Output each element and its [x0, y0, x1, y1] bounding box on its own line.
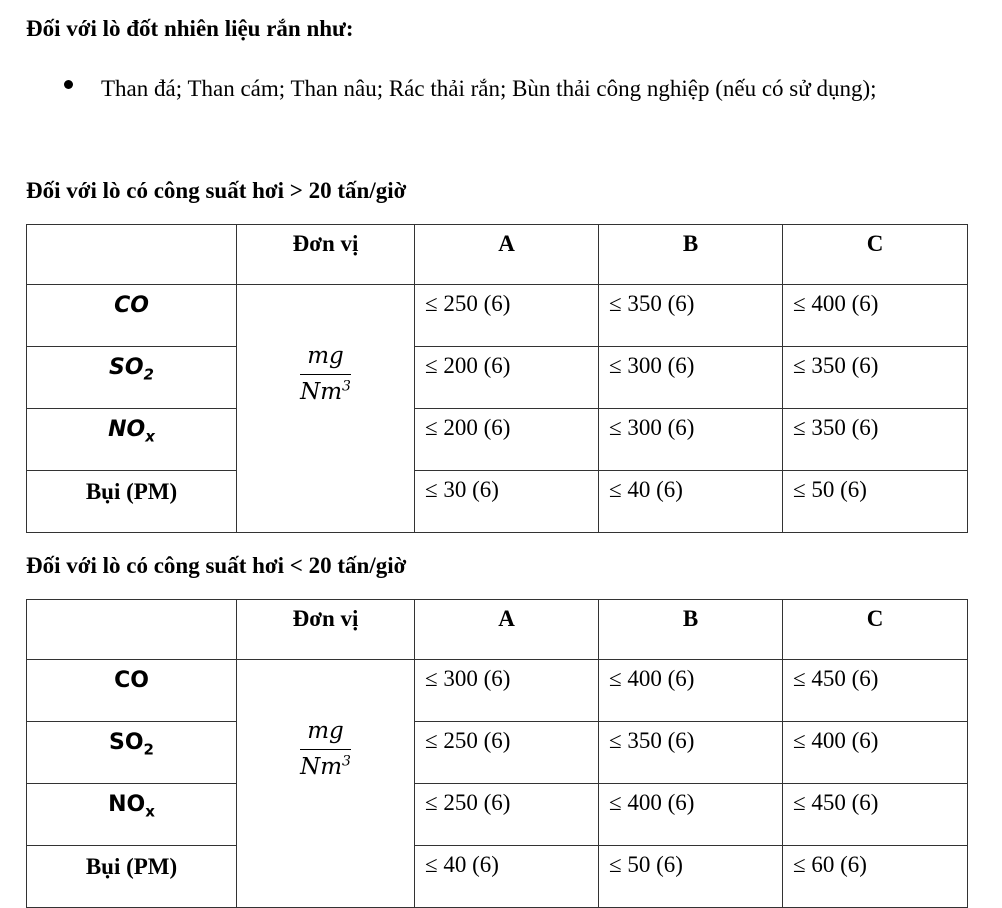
limit-b: ≤ 300 (6) [599, 347, 783, 409]
table-row [27, 285, 968, 347]
limit-a: ≤ 250 (6) [415, 722, 599, 784]
bullet-dot-icon [64, 80, 73, 89]
unit-cell [237, 285, 415, 533]
table-header-row [27, 225, 968, 285]
limit-c: ≤ 350 (6) [783, 347, 968, 409]
limit-c: ≤ 450 (6) [783, 660, 968, 722]
header-cell-a: A [415, 225, 599, 285]
pollutant-label: $NO_x$ [27, 784, 237, 846]
limit-b: ≤ 40 (6) [599, 471, 783, 533]
table-row [27, 347, 968, 409]
pollutant-label: $NO_x$ [27, 409, 237, 471]
table-row [27, 409, 968, 471]
limit-b: ≤ 400 (6) [599, 660, 783, 722]
header-cell-empty [27, 225, 237, 285]
table-row [27, 722, 968, 784]
pollutant-label: $SO_2$ [27, 722, 237, 784]
limit-b: ≤ 300 (6) [599, 409, 783, 471]
limit-c: ≤ 450 (6) [783, 784, 968, 846]
emission-table-over-20 [26, 224, 968, 533]
limit-b: ≤ 50 (6) [599, 846, 783, 908]
limit-c: ≤ 350 (6) [783, 409, 968, 471]
header-cell-empty [27, 600, 237, 660]
emission-table-under-20 [26, 599, 968, 908]
limit-b: ≤ 350 (6) [599, 285, 783, 347]
limit-a: ≤ 250 (6) [415, 784, 599, 846]
limit-c: ≤ 60 (6) [783, 846, 968, 908]
section2-heading: Đối với lò có công suất hơi < 20 tấn/giờ [26, 553, 407, 578]
header-cell-c: C [783, 225, 968, 285]
limit-a: ≤ 30 (6) [415, 471, 599, 533]
limit-a: ≤ 200 (6) [415, 409, 599, 471]
header-cell-b: B [599, 225, 783, 285]
table-row [27, 660, 968, 722]
limit-a: ≤ 200 (6) [415, 347, 599, 409]
limit-a: ≤ 300 (6) [415, 660, 599, 722]
unit-fraction: $\frac{mg}{Nm^3}$ [300, 718, 351, 780]
intro-heading: Đối với lò đốt nhiên liệu rắn như: [26, 16, 354, 41]
unit-cell [237, 660, 415, 908]
limit-b: ≤ 350 (6) [599, 722, 783, 784]
section1-heading: Đối với lò có công suất hơi > 20 tấn/giờ [26, 178, 407, 203]
table-row [27, 846, 968, 908]
limit-a: ≤ 40 (6) [415, 846, 599, 908]
header-cell-a: A [415, 600, 599, 660]
table-row [27, 471, 968, 533]
limit-b: ≤ 400 (6) [599, 784, 783, 846]
header-cell-unit: Đơn vị [237, 600, 415, 660]
limit-c: ≤ 50 (6) [783, 471, 968, 533]
header-cell-unit: Đơn vị [237, 225, 415, 285]
pollutant-label: Bụi (PM) [27, 471, 237, 533]
table-row [27, 784, 968, 846]
limit-c: ≤ 400 (6) [783, 285, 968, 347]
unit-fraction: $\frac{mg}{Nm^3}$ [300, 343, 351, 405]
header-cell-b: B [599, 600, 783, 660]
limit-c: ≤ 400 (6) [783, 722, 968, 784]
fuel-list-text: Than đá; Than cám; Than nâu; Rác thải rắn; Bùn thải công nghiệp (nếu có sử dụng); [101, 76, 877, 101]
pollutant-label: CO [27, 660, 237, 722]
header-cell-c: C [783, 600, 968, 660]
pollutant-label: CO [27, 285, 237, 347]
pollutant-label: $SO_2$ [27, 347, 237, 409]
table-header-row [27, 600, 968, 660]
limit-a: ≤ 250 (6) [415, 285, 599, 347]
pollutant-label: Bụi (PM) [27, 846, 237, 908]
